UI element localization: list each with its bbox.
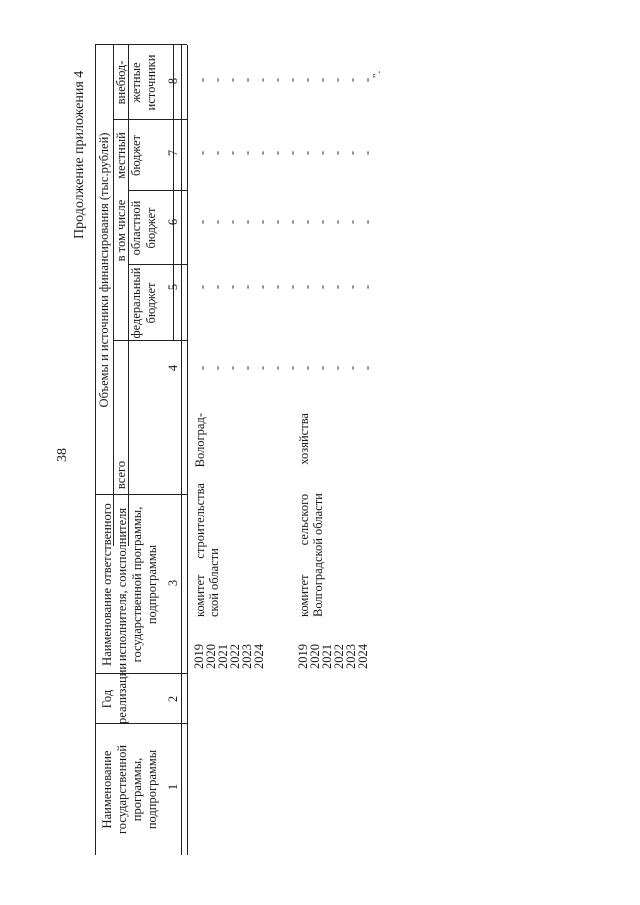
- executor-word: строительства: [193, 483, 207, 559]
- cell-value: -: [240, 150, 254, 156]
- cell-value: -: [210, 77, 224, 83]
- column-number: 5: [166, 283, 180, 291]
- executor-word: комитет: [297, 574, 311, 617]
- cell-value: -: [270, 284, 284, 290]
- header-year: [100, 662, 130, 724]
- executor-name: [297, 413, 325, 617]
- header-text: внебюд-: [114, 60, 128, 105]
- year: 2024: [252, 644, 266, 669]
- header-text: всего: [114, 460, 128, 490]
- cell-value: -: [330, 219, 344, 225]
- cell-value: -: [330, 77, 344, 83]
- cell-value: -: [360, 219, 374, 225]
- cell-value: -: [345, 77, 359, 83]
- year: 2020: [308, 644, 322, 669]
- header-text: источники: [144, 54, 158, 111]
- total-values: [195, 358, 375, 378]
- header-program-name: [100, 724, 160, 855]
- year: 2023: [344, 644, 358, 669]
- cell-value: -: [255, 284, 269, 290]
- cell-value: -: [345, 284, 359, 290]
- column-number: 7: [166, 149, 180, 157]
- cell-value: -: [285, 365, 299, 371]
- header-text: подпрограммы: [145, 544, 159, 625]
- year: 2020: [204, 644, 218, 669]
- body-top-border: [187, 45, 188, 855]
- header-local: [114, 120, 144, 191]
- cell-value: -: [345, 219, 359, 225]
- cell-value: -: [240, 219, 254, 225]
- cell-value: -: [360, 284, 374, 290]
- cell-value: -: [345, 365, 359, 371]
- header-text: бюджет: [144, 282, 158, 324]
- year: 2021: [320, 644, 334, 669]
- column-number: 6: [166, 218, 180, 226]
- cell-value: -: [360, 150, 374, 156]
- cell-value: -: [255, 77, 269, 83]
- appendix-subtitle: Продолжение приложения 4: [72, 70, 87, 239]
- cell-value: -: [240, 365, 254, 371]
- cell-value: -: [315, 77, 329, 83]
- year-list: [193, 644, 265, 669]
- cell-value: -: [195, 150, 209, 156]
- cell-value: -: [330, 284, 344, 290]
- cell-value: -: [300, 150, 314, 156]
- header-federal: [129, 265, 159, 341]
- header-text: Объемы и источники финансирования (тыс.рублей): [97, 132, 111, 408]
- cell-value: -: [270, 77, 284, 83]
- header-text: федеральный: [129, 267, 143, 339]
- cell-value: -: [300, 219, 314, 225]
- cell-value: -: [210, 150, 224, 156]
- cell-value: -: [240, 77, 254, 83]
- executor-word: комитет: [193, 574, 207, 617]
- header-text: подпрограммы: [145, 749, 159, 830]
- cell-value: -: [345, 150, 359, 156]
- cell-value: -: [315, 365, 329, 371]
- federal-values: [195, 277, 375, 297]
- executor-line: Волгоградской области: [311, 493, 325, 617]
- header-extrabudgetary: [114, 45, 159, 120]
- cell-value: -: [225, 219, 239, 225]
- executor-word: Волоград-: [193, 413, 207, 468]
- cell-value: -: [270, 365, 284, 371]
- cell-value: -: [255, 365, 269, 371]
- cell-value: -: [285, 219, 299, 225]
- cell-value: -: [225, 284, 239, 290]
- regional-values: [195, 212, 375, 232]
- header-text: реализации: [115, 662, 129, 724]
- cell-value: -: [285, 284, 299, 290]
- cell-value: -: [360, 77, 374, 83]
- cell-value: -: [270, 219, 284, 225]
- cell-value: -: [255, 150, 269, 156]
- cell-value: -: [240, 284, 254, 290]
- cell-value: -: [225, 150, 239, 156]
- year: 2019: [192, 644, 206, 669]
- header-text: Год: [100, 689, 114, 709]
- cell-value: -: [210, 219, 224, 225]
- year: 2022: [332, 644, 346, 669]
- cell-value: -: [225, 365, 239, 371]
- year-list: [297, 644, 369, 669]
- cell-value: -: [300, 284, 314, 290]
- column-number: 4: [166, 364, 180, 372]
- header-text: местный: [114, 132, 128, 179]
- extrabudgetary-values: [195, 70, 375, 90]
- executor-name: [193, 413, 221, 617]
- cell-value: -: [300, 365, 314, 371]
- header-text: Наименование ответственного: [100, 503, 114, 666]
- column-number: 8: [166, 77, 180, 85]
- cell-value: -: [195, 284, 209, 290]
- header-text: государственной программы,: [130, 506, 144, 663]
- column-number: 1: [166, 783, 180, 791]
- cell-value: -: [195, 77, 209, 83]
- header-text: бюджет: [144, 207, 158, 249]
- header-executor: [100, 495, 160, 674]
- cell-value: -: [315, 150, 329, 156]
- year: 2022: [228, 644, 242, 669]
- year: 2024: [356, 644, 370, 669]
- cell-value: -: [255, 219, 269, 225]
- cell-value: -: [285, 77, 299, 83]
- cell-value: -: [300, 77, 314, 83]
- cell-value: -: [270, 150, 284, 156]
- cell-value: -: [210, 365, 224, 371]
- cell-value: -: [330, 150, 344, 156]
- column-number: 2: [166, 695, 180, 703]
- year: 2023: [240, 644, 254, 669]
- cell-value: -: [315, 284, 329, 290]
- header-text: программы,: [130, 757, 144, 822]
- header-text: жетные: [129, 62, 143, 103]
- executor-word: сельского: [297, 493, 311, 546]
- cell-value: -: [330, 365, 344, 371]
- column-number: 3: [166, 579, 180, 587]
- cell-value: -: [225, 77, 239, 83]
- cell-value: -: [210, 284, 224, 290]
- executor-line: ской области: [207, 548, 221, 617]
- cell-value: -: [360, 365, 374, 371]
- cell-value: -: [195, 219, 209, 225]
- header-text: бюджет: [129, 135, 143, 176]
- header-text: исполнителя, соисполнителя: [115, 507, 129, 662]
- cell-value: -: [285, 150, 299, 156]
- header-regional: [129, 191, 159, 265]
- header-total: [114, 455, 129, 495]
- executor-word: хозяйства: [297, 413, 311, 465]
- page-number: 38: [55, 448, 70, 462]
- cell-value: -: [195, 365, 209, 371]
- header-text: государственной: [115, 744, 129, 835]
- closing-quote-mark: ".: [371, 70, 383, 78]
- year: 2019: [296, 644, 310, 669]
- header-text: областной: [129, 200, 143, 256]
- year: 2021: [216, 644, 230, 669]
- table-top-border: [95, 45, 96, 855]
- header-text: в том числе: [114, 199, 128, 262]
- column-numbers-divider: [181, 45, 182, 855]
- local-values: [195, 143, 375, 163]
- header-text: Наименование: [100, 750, 114, 829]
- cell-value: -: [315, 219, 329, 225]
- header-funding: [97, 45, 112, 495]
